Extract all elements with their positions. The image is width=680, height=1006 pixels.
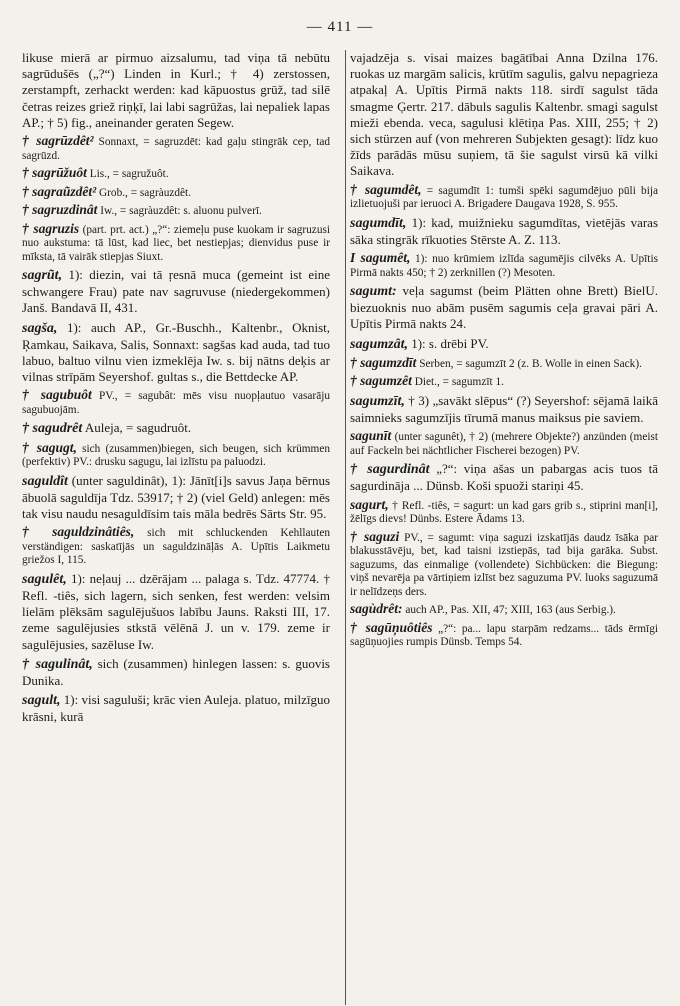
entry-headword: † sagrūžuôt [22, 165, 87, 181]
dictionary-entry [350, 283, 658, 333]
entry-body: auch AP., Pas. XII, 47; XIII, 163 (aus Serbig.). [405, 604, 616, 617]
entry-headword: sagša, [22, 320, 58, 336]
entry-headword: † sagūņuôtiês [350, 619, 433, 635]
entry-headword: sagumzât, [350, 336, 408, 352]
entry-body: 1): kad, muižnieku sagumdītas, vietējās varas sāka stingrāk rīkuoties Stērste A. Z. 113. [350, 214, 658, 247]
entry-headword: † sagugt, [22, 439, 77, 455]
entry-headword: sagumt: [350, 284, 397, 300]
dictionary-entry [22, 692, 330, 725]
entry-body: PV., = sagumt: viņa saguzi izskatījās daudz īsāka par blakusstāvēju, bet, kad taisni izstiepās, tad bija garāka. Subst. saguzums, das einmalige (vollendete) Sichbücken: die Biegung: viņš nevarēja pa vārtiņiem izlīst bez saguzuma PV. luoks saguzumā ir nelīdzeņs ders. [350, 531, 658, 598]
dictionary-entry [22, 203, 330, 219]
entry-body: sich (zusammen)biegen, sich beugen, sich krümmen (perfektiv) PV.: drusku sagugu, lai izlīstu pa paluodzi. [22, 442, 331, 469]
dictionary-entry [350, 183, 658, 212]
page-number: — 411 — [306, 19, 374, 35]
entry-body: „?“: viņa ašas un pabargas acis tuos tā sagurdināja ... Dünsb. Koši spuoži stariņi 45. [350, 461, 658, 494]
entry-body: 1): diezin, vai tā ŗesnā muca (gemeint ist eine schwangere Frau) pate nav sagruvuse (niedergekommen) Janš. Bandavā II, 431. [22, 267, 331, 316]
dictionary-entry [350, 251, 658, 280]
entry-headword: † sagubuôt [22, 387, 92, 403]
dictionary-entry [22, 166, 330, 182]
entry-headword: saguldît [22, 473, 68, 489]
left-column [22, 50, 340, 729]
dictionary-entry [22, 525, 330, 568]
entry-headword: sagulêt, [22, 571, 67, 587]
dictionary-entry [22, 656, 330, 689]
entry-body: Grob., = sagràuzdêt. [99, 186, 192, 199]
right-column [340, 50, 658, 729]
dictionary-entry [350, 461, 658, 494]
entry-headword: I sagumêt, [350, 250, 411, 266]
dictionary-entry [22, 473, 330, 523]
entry-body: 1): s. drēbi PV. [411, 335, 489, 351]
dictionary-entry [350, 602, 658, 618]
entry-body: = sagumdīt 1: tumši spēki sagumdējuo pūli bija izlietuojuši par ieruoci A. Brigadere Daugava 1928, S. 955. [350, 184, 658, 211]
dictionary-entry [350, 429, 658, 458]
dictionary-entry [22, 134, 330, 163]
entry-headword: † saguzi [350, 528, 400, 544]
dictionary-entry [22, 571, 330, 653]
entry-body: (part. prt. act.) „?“: ziemeļu puse kuokam ir sagruzusi nuo aukstuma: tā lūst, kad liec, bet nestiepjas; dienvidus puse ir mīksta, tā vairāk stiepjas Siuxt. [22, 223, 331, 263]
entry-body: Iw., = sagràuzdêt: s. aluonu pulverī. [100, 205, 262, 218]
dictionary-entry [350, 356, 658, 372]
columns [22, 50, 658, 729]
entry-body: veļa sagumst (beim Plätten ohne Brett) BielU. biezuoknis nuo abām pusēm sagumis ceļa gravai pāri A. Upītis Pirmā nakts 24. [350, 283, 659, 332]
dictionary-entry [350, 621, 658, 650]
dictionary-entry [350, 393, 658, 426]
dictionary-entry [22, 267, 330, 317]
dictionary-entry [22, 185, 330, 201]
entry-headword: sagumzīt, [350, 393, 405, 409]
entry-headword: sagurt, [350, 496, 389, 512]
dictionary-entry [350, 498, 658, 527]
entry-body: sich (zusammen) hinlegen lassen: s. guovis Dunika. [22, 655, 330, 688]
entry-body: † Refl. -tiês, = sagurt: un kad gars grib s., stiprini man[i], žēlīgs dievs! Dünbs. Estere Ādams 13. [350, 499, 658, 526]
entry-headword: sagunīt [350, 428, 392, 444]
entry-body: Sonnaxt, = sagruzdēt: kad gaļu stingrāk cep, tad sagrūzd. [22, 136, 331, 162]
entry-body: 1): neļauj ... dzērājam ... palaga s. Tdz. 47774. † Refl. -tiês, sich lagern, sich senken, fest werden: velsim lielām plēksām sagulējušuos labību Jauns. Raksti III, 17. zeme sagulējusies stkstā vēlēnā J. un v. 179. zeme ir sagulējusies, sazēluse Iw. [22, 570, 331, 652]
dictionary-entry [350, 374, 658, 390]
entry-headword: sagùdrêt: [350, 601, 403, 617]
entry-body: „?“: pa... lapu starpām redzams... tāds ērmīgi sagūņuojies rumpis Dünsb. Temps 54. [350, 622, 658, 649]
dictionary-entry [350, 215, 658, 248]
column-divider [345, 50, 346, 1005]
entry-headword: † sagurdinât [350, 462, 430, 478]
entry-headword: † sagumdêt, [350, 181, 422, 197]
entry-body: (unter sagunêt), † 2) (mehrere Objekte?) anzünden (meist auf Fackeln bei nächtlicher Fischerei bezogen) PV. [350, 431, 659, 457]
dictionary-entry [22, 420, 330, 437]
entry-body: 1): auch AP., Gr.-Buschh., Kaltenbr., Oknist, Ŗamkau, Saikava, Salis, Sonnaxt: sagšas kad auda, tad tuo labuo, baltuo vilnu vien izmeklēja Iw. s. bij nātns deķis ar vilnas strīpām Seyershof. gultas s., die Bettdecke AP. [22, 319, 330, 385]
entry-headword: † sagulinât, [22, 656, 93, 672]
entry-headword: † sagumzdīt [350, 354, 417, 370]
entry-headword: † saguldzinâtiês, [22, 524, 135, 540]
dictionary-entry [22, 50, 330, 131]
dictionary-entry [22, 388, 330, 417]
entry-headword: † sagraũzdêt² [22, 183, 97, 199]
entry-body: Serben, = sagumzīt 2 (z. B. Wolle in einen Sack). [419, 357, 642, 370]
dictionary-entry [350, 530, 658, 600]
entry-body: PV., = sagubât: mēs visu nuopļautuo vasarāju sagubuojām. [22, 390, 330, 416]
entry-body: Diet., = sagumzīt 1. [414, 376, 504, 389]
entry-headword: † sagruzis [22, 220, 80, 236]
entry-headword: sagult, [22, 693, 61, 709]
entry-body: (unter saguldinât), 1): Jānīt[i]s savus Jaņa bērnus ābuolā saguldīja Tdz. 53917; † 2) (viel Geld) anlegen: mēs tak visu naudu nesaguldīsim tais māla bedrēs Sārts Str. 95. [22, 472, 330, 522]
dictionary-entry [350, 50, 658, 180]
entry-body: † 3) „savākt slēpus“ (?) Seyershof: sējamā laikā saimnieks sagumzījis tīrumā manus maiksus pie saviem. [350, 392, 659, 426]
entry-headword: † sagruzdinât [22, 202, 98, 218]
entry-body: Auleja, = sagudruôt. [84, 420, 192, 436]
dictionary-entry [22, 320, 330, 386]
entry-headword: sagrũt, [22, 268, 63, 284]
entry-body: likuse mierā ar pirmuo aizsalumu, tad viņa tā nebūtu sagrūdušēs („?“) Linden in Kurl.; † 4) zerstossen, zerstampft, zerhackt werden: kad kāpuostus grūž, tad silē četras reizes griež riņķī, lai labi sagrūžas, lai nepaliek lapas AP.; † 5) fig., aneinander geraten Segew. [22, 50, 330, 130]
entry-body: 1): visi saguluši; krāc vien Auleja. platuo, milzīguo krāsni, kurā [22, 692, 331, 725]
entry-headword: † sagudrêt [22, 421, 83, 437]
dictionary-entry [22, 222, 330, 265]
dictionary-entry [22, 441, 330, 470]
entry-headword: sagumdīt, [350, 215, 407, 231]
entry-body: vajadzēja s. visai maizes bagātībai Anna Dzilna 176. ruokas uz margām salicis, krūtīm sagulis, galvu nepagrieza atpakaļ A. Upītis Pirmā nakts 118. sirdī sagulst tāda smagme Ģertr. 217. dābuls sagulis Kaltenbr. smagi sagulst mieži ebenda. veca, sagulusi klētiņa Pas. XIII, 255; † 2) sich stürzen auf (von mehreren Subjekten gesagt): līdz kuo žīds parādās mūsu suņiem, tā šie sagulst virsū kā vilki Saikava. [350, 50, 658, 179]
entry-body: 1): nuo krūmiem izlīda sagumējis cilvēks A. Upītis Pirmā nakts 450; † 2) zerknillen (?) Mesoten. [350, 253, 658, 279]
entry-body: Lis., = sagružuôt. [89, 168, 169, 181]
dictionary-entry [350, 336, 658, 353]
entry-headword: † sagumzêt [350, 373, 412, 389]
entry-body: sich mit schluckenden Kehllauten verständigen: saskatījās un saguldzināļās A. Upītis Laikmetu griežos I, 115. [22, 527, 330, 567]
entry-headword: † sagrūzdêt² [22, 133, 94, 149]
